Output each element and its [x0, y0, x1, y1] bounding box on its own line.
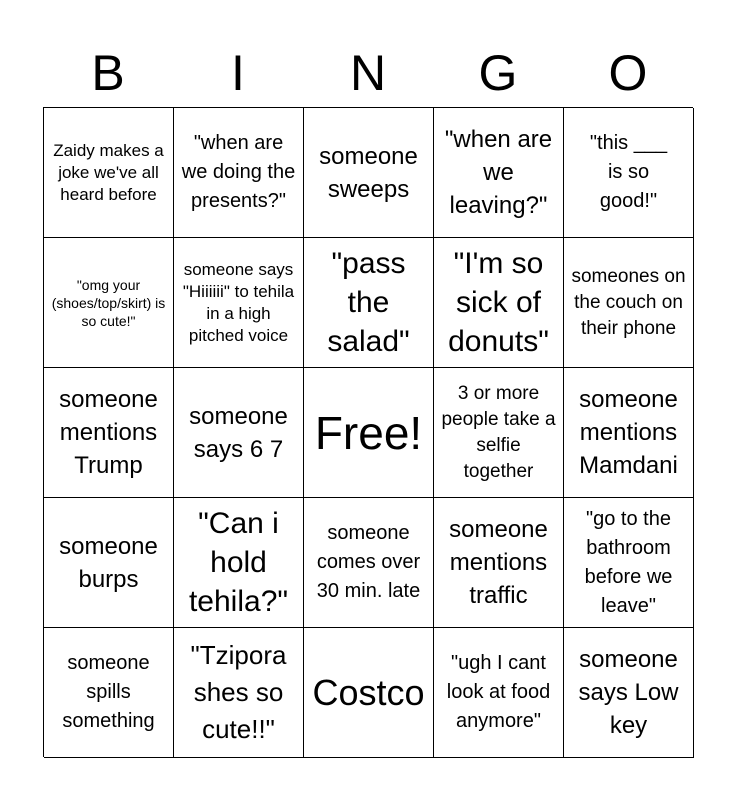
bingo-cell[interactable]	[434, 498, 564, 628]
cell-text: "pass the salad"	[327, 247, 410, 358]
bingo-cell[interactable]	[174, 238, 304, 368]
bingo-cell[interactable]	[44, 368, 174, 498]
bingo-cell[interactable]	[44, 238, 174, 368]
bingo-cell[interactable]	[304, 238, 434, 368]
bingo-cell[interactable]	[564, 238, 694, 368]
bingo-cell[interactable]	[174, 498, 304, 628]
bingo-header	[43, 40, 693, 106]
bingo-cell[interactable]	[174, 108, 304, 238]
header-letter-g: G	[478, 45, 518, 101]
cell-text: "omg your (shoes/top/skirt) is so cute!"	[51, 276, 166, 329]
cell-text: someone says "Hiiiiii" to tehila in a high pitched voice	[182, 259, 295, 345]
cell-text: someone spills something	[62, 652, 155, 732]
bingo-cell[interactable]	[434, 108, 564, 238]
bingo-cell[interactable]	[44, 628, 174, 758]
cell-text: "I'm so sick of donuts"	[448, 247, 549, 358]
bingo-cell[interactable]	[304, 628, 434, 758]
cell-text: "when are we doing the presents?"	[181, 132, 296, 212]
cell-text: Costco	[312, 671, 425, 713]
cell-text: "Can i hold tehila?"	[188, 507, 289, 618]
bingo-cell[interactable]	[434, 628, 564, 758]
cell-text: someone mentions Trump	[59, 386, 158, 479]
cell-text: someone mentions traffic	[449, 516, 548, 609]
bingo-board	[43, 107, 693, 757]
cell-text: someone sweeps	[319, 142, 418, 203]
cell-text: someones on the couch on their phone	[571, 265, 686, 339]
header-letter-i: I	[231, 45, 245, 101]
cell-text: "Tzipora shes so cute!!"	[190, 640, 287, 744]
cell-text: "go to the bathroom before we leave"	[584, 507, 673, 617]
bingo-cell[interactable]	[304, 108, 434, 238]
cell-text: someone says Low key	[578, 646, 679, 739]
header-letter-b: B	[91, 45, 125, 101]
bingo-cell[interactable]	[434, 368, 564, 498]
bingo-cell[interactable]	[174, 628, 304, 758]
bingo-cell[interactable]	[174, 368, 304, 498]
cell-text: "this ___ is so good!"	[589, 132, 668, 212]
cell-text: Zaidy makes a joke we've all heard before	[53, 140, 164, 204]
free-space: Free!	[314, 406, 423, 459]
bingo-cell[interactable]	[564, 628, 694, 758]
bingo-cell[interactable]	[564, 498, 694, 628]
bingo-cell[interactable]	[564, 368, 694, 498]
bingo-cell[interactable]	[304, 368, 434, 498]
cell-text: someone says 6 7	[189, 402, 288, 463]
bingo-cell[interactable]	[44, 108, 174, 238]
bingo-cell[interactable]	[304, 498, 434, 628]
cell-text: someone mentions Mamdani	[579, 386, 678, 479]
cell-text: 3 or more people take a selfie together	[441, 382, 556, 482]
cell-text: someone comes over 30 min. late	[316, 522, 421, 602]
header-letter-n: N	[349, 45, 387, 101]
header-letter-o: O	[608, 45, 648, 101]
bingo-cell[interactable]	[434, 238, 564, 368]
cell-text: someone burps	[59, 532, 158, 593]
bingo-cell[interactable]	[564, 108, 694, 238]
bingo-cell[interactable]	[44, 498, 174, 628]
cell-text: "ugh I cant look at food anymore"	[446, 652, 551, 732]
cell-text: "when are we leaving?"	[444, 126, 553, 219]
